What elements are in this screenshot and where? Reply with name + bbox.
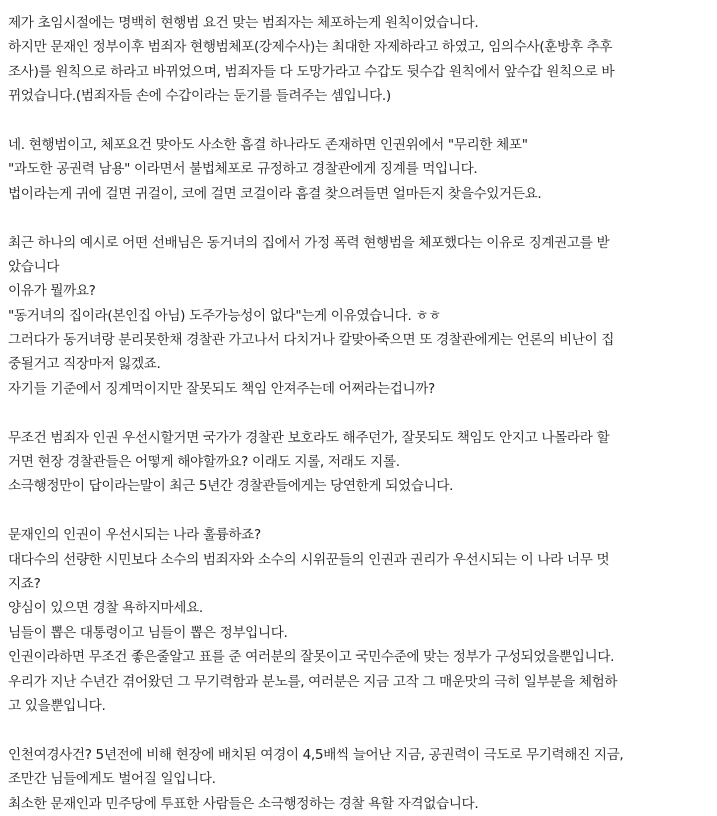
text-line: 거면 현장 경찰관들은 어떻게 해야할까요? 이래도 지롤, 저래도 지롤. bbox=[8, 454, 400, 471]
text-line: 제가 초임시절에는 명백히 현행범 요건 맞는 범죄자는 체포하는게 원칙이었습니다. bbox=[8, 15, 479, 31]
text-line: 대다수의 선량한 시민보다 소수의 범죄자와 소수의 시위꾼들의 인권과 권리가 우선시되는 이 나라 너무 멋 bbox=[8, 551, 610, 568]
paragraph-spacer bbox=[8, 109, 711, 133]
paragraph-6 bbox=[8, 743, 711, 816]
paragraph-5 bbox=[8, 523, 711, 718]
paragraph-spacer bbox=[8, 401, 711, 425]
text-line: 인권이라하면 무조건 좋은줄알고 표를 준 여러분의 잘못이고 국민수준에 맞는 정부가 구성되었을뿐입니다. bbox=[8, 649, 615, 666]
text-line: 최근 하나의 예시로 어떤 선배님은 동거녀의 집에서 가정 폭력 현행범을 체포했다는 이유로 징계권고를 받 bbox=[8, 234, 610, 251]
text-line: 문재인의 인권이 우선시되는 나라 훌륭하죠? bbox=[8, 527, 261, 544]
text-line: 우리가 지난 수년간 겪어왔던 그 무기력함과 분노를, 여러분은 지금 고작 그 매운맛의 극히 일부분을 체험하 bbox=[8, 673, 618, 690]
text-line: 조만간 님들에게도 벌어질 일입니다. bbox=[8, 771, 216, 788]
paragraph-3 bbox=[8, 231, 711, 402]
paragraph-spacer bbox=[8, 718, 711, 742]
text-line: 최소한 문재인과 민주당에 투표한 사람들은 소극행정하는 경찰 욕할 자격없습니다. bbox=[8, 795, 479, 812]
text-line: 법이라는게 귀에 걸면 귀걸이, 코에 걸면 코걸이라 흠결 찾으려들면 얼마든지 찾을수있거든요. bbox=[8, 185, 542, 202]
paragraph-4 bbox=[8, 426, 711, 499]
post-body bbox=[8, 11, 711, 816]
text-line: 님들이 뽑은 대통령이고 님들이 뽑은 정부입니다. bbox=[8, 624, 288, 641]
text-line: 하지만 문재인 정부이후 범죄자 현행범체포(강제수사)는 최대한 자제하라고 하였고, 임의수사(훈방후 추후 bbox=[8, 39, 613, 56]
text-line: 조사)를 원칙으로 하라고 바뀌었으며, 범죄자들 다 도망가라고 수갑도 뒷수갑 원칙에서 앞수갑 원칙으로 바 bbox=[8, 63, 615, 80]
text-line: 인천여경사건? 5년전에 비해 현장에 배치된 여경이 4,5배씩 늘어난 지금, 공권력이 극도로 무기력해진 지금, bbox=[8, 746, 624, 763]
text-line: 이유가 뭘까요? bbox=[8, 283, 96, 300]
text-line: 소극행정만이 답이라는말이 최근 5년간 경찰관들에게는 당연한게 되었습니다. bbox=[8, 478, 454, 495]
paragraph-spacer bbox=[8, 206, 711, 230]
paragraph-1 bbox=[8, 11, 711, 109]
text-line: 았습니다 bbox=[8, 258, 60, 275]
paragraph-2 bbox=[8, 133, 711, 206]
text-line: 무조건 범죄자 인권 우선시할거면 국가가 경찰관 보호라도 해주던가, 잘못되도 책임도 안지고 나몰라라 할 bbox=[8, 429, 610, 446]
text-line: 고 있을뿐입니다. bbox=[8, 697, 106, 714]
text-line: 네. 현행범이고, 체포요건 맞아도 사소한 흠결 하나라도 존재하면 인권위에서 "무리한 체포" bbox=[8, 136, 528, 153]
text-line: 중될거고 직장마저 잃겠죠. bbox=[8, 356, 161, 373]
paragraph-spacer bbox=[8, 499, 711, 523]
text-line: 뀌었습니다.(범죄자들 손에 수갑이라는 둔기를 들려주는 셈입니다.) bbox=[8, 88, 391, 105]
text-line: 그러다가 동거녀랑 분리못한채 경찰관 가고나서 다치거나 칼맞아죽으면 또 경찰관에게는 언론의 비난이 집 bbox=[8, 332, 615, 349]
text-line: 지죠? bbox=[8, 575, 41, 592]
text-line: 자기들 기준에서 징계먹이지만 잘못되도 책임 안져주는데 어쩌라는겁니까? bbox=[8, 380, 435, 397]
text-line: "과도한 공권력 남용" 이라면서 불법체포로 규정하고 경찰관에게 징계를 먹입니다. bbox=[8, 161, 478, 178]
text-line: 양심이 있으면 경찰 욕하지마세요. bbox=[8, 600, 203, 617]
text-line: "동거녀의 집이라(본인집 아님) 도주가능성이 없다"는게 이유였습니다. ㅎㅎ bbox=[8, 307, 441, 324]
